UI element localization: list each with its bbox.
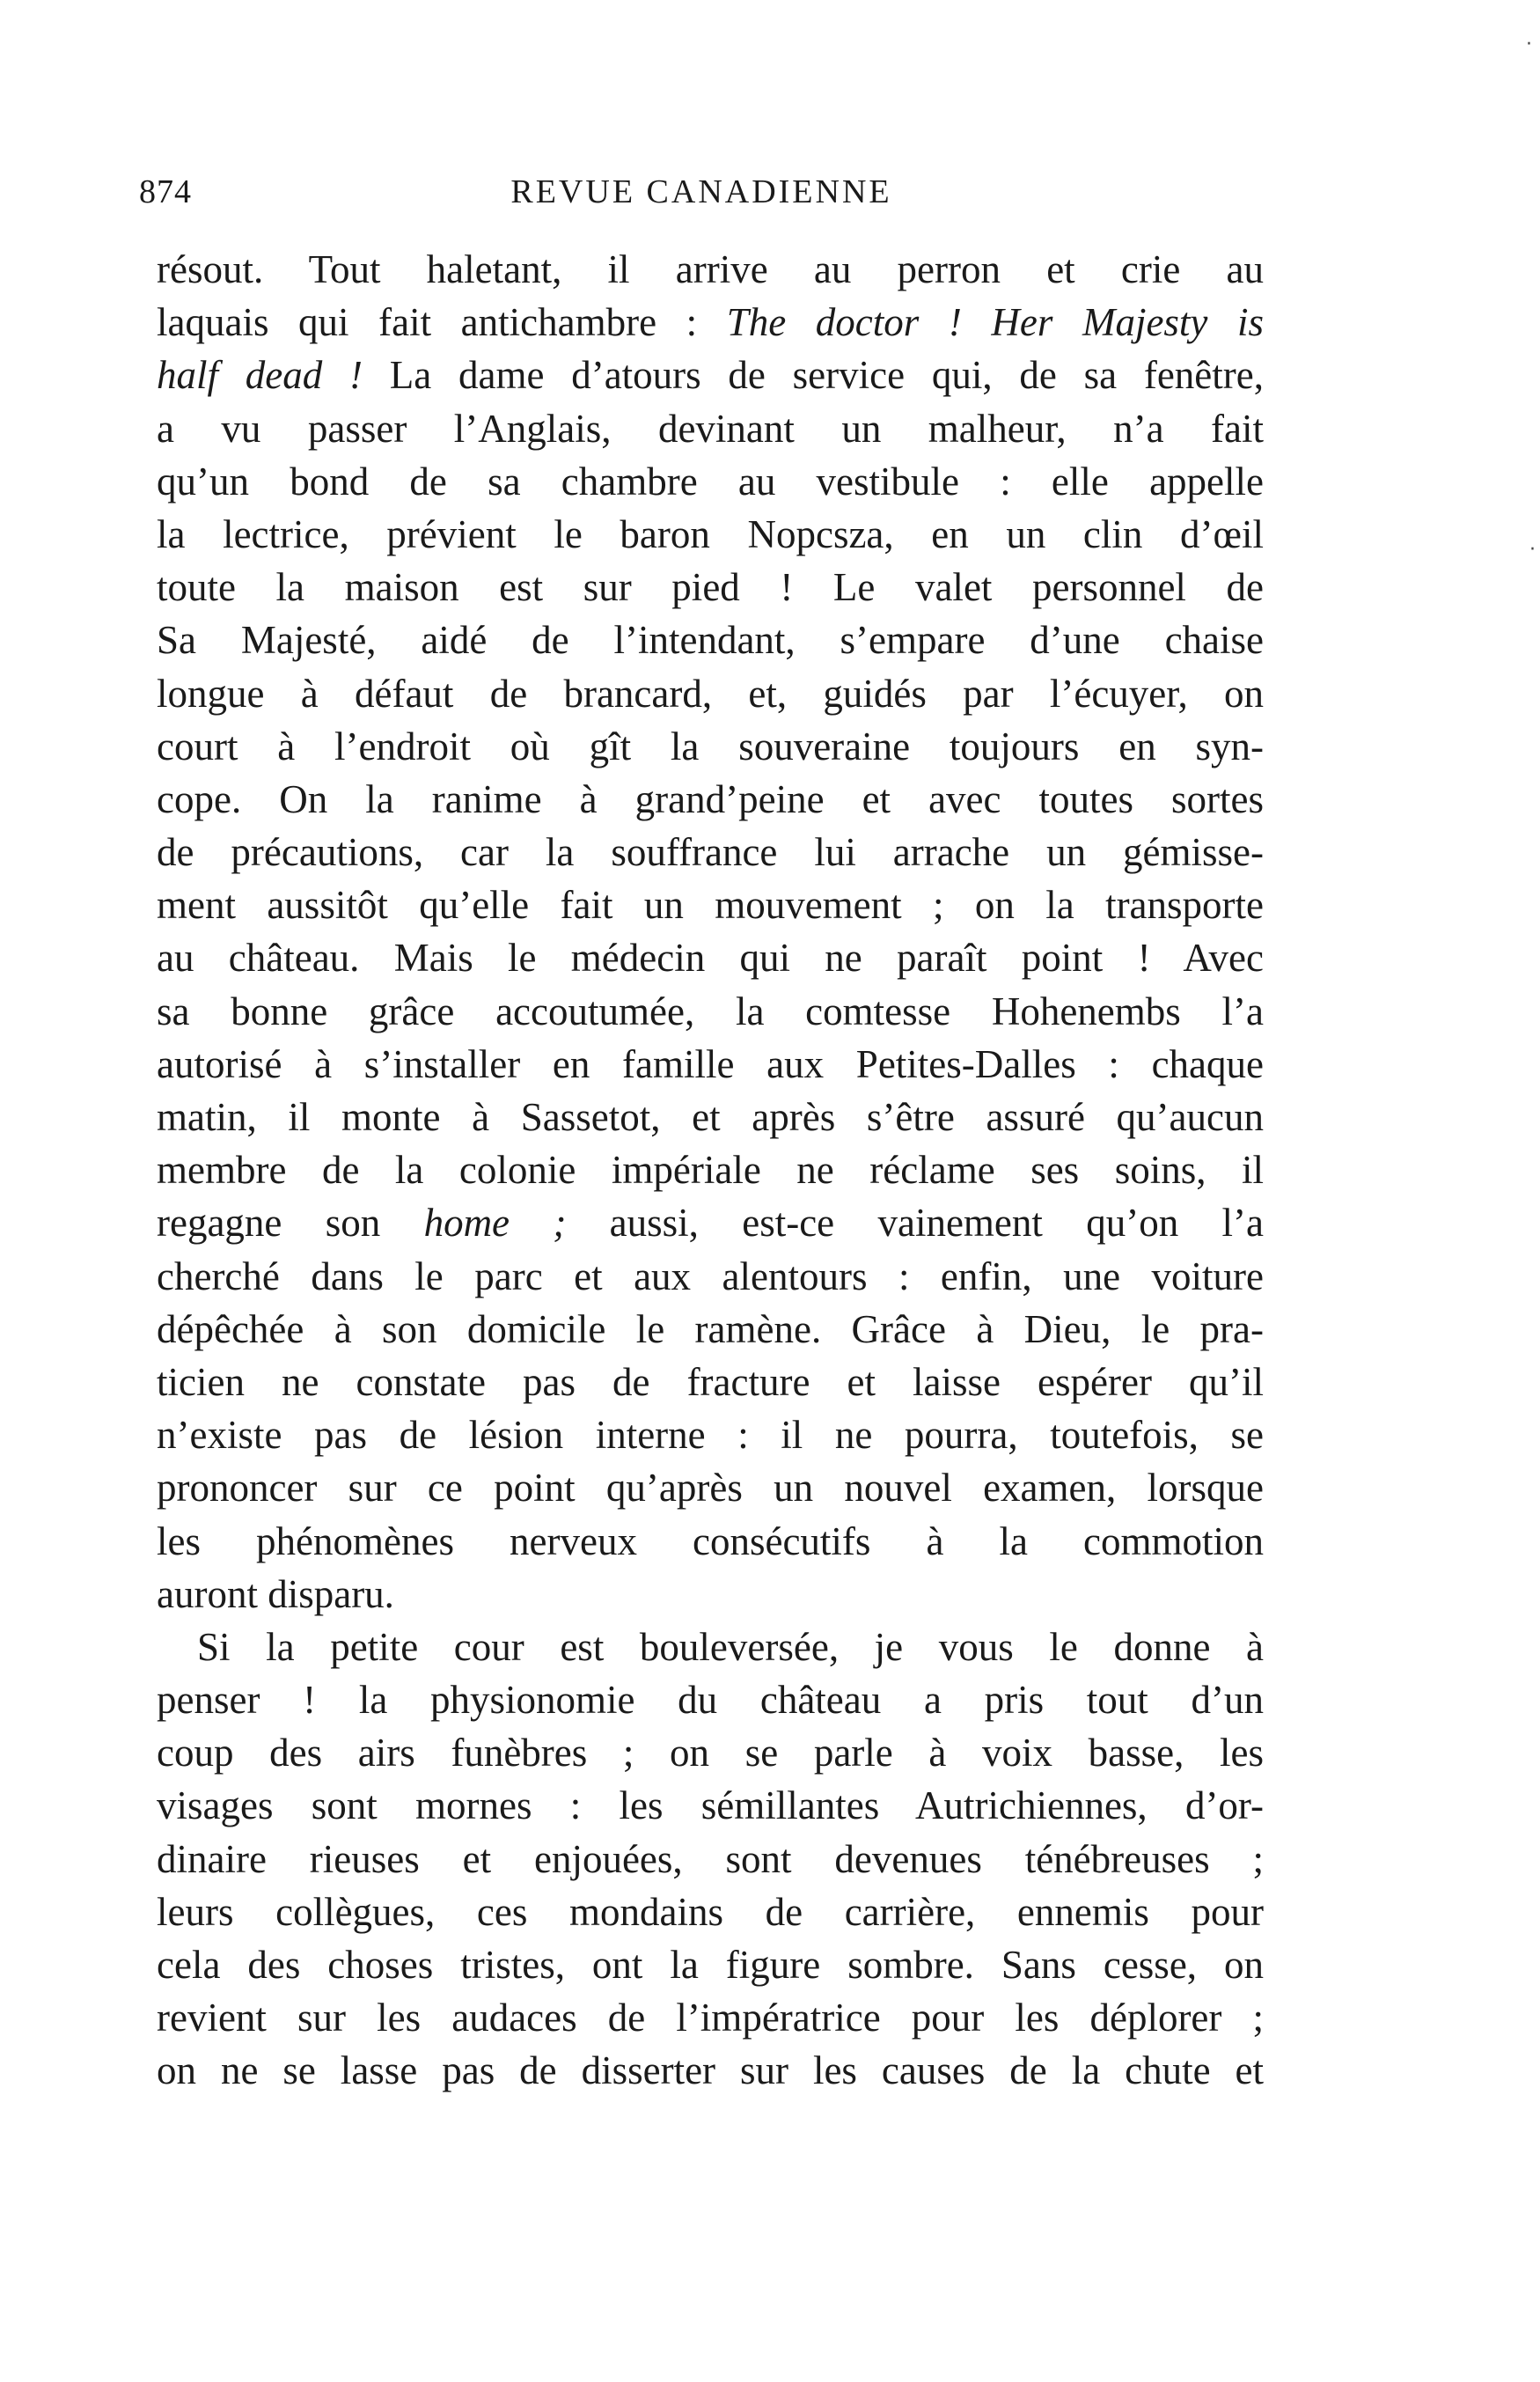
text-line: membre de la colonie impériale ne réclame ses soins, il: [157, 1148, 1264, 1193]
text-line: longue à défaut de brancard, et, guidés par l’écuyer, on: [157, 671, 1264, 716]
text-line: penser ! la physionomie du château a pris tout d’un: [157, 1678, 1264, 1723]
text-line: prononcer sur ce point qu’après un nouvel examen, lorsque: [157, 1466, 1264, 1511]
text-line: Si la petite cour est bouleversée, je vous le donne à: [197, 1624, 1264, 1669]
text-line: au château. Mais le médecin qui ne paraît point ! Avec: [157, 936, 1264, 981]
text-line: la lectrice, prévient le baron Nopcsza, en un clin d’œil: [157, 511, 1264, 556]
text-line: les phénomènes nerveux consécutifs à la commotion: [157, 1518, 1264, 1563]
text-line: de précautions, car la souffrance lui arrache un gémisse-: [157, 830, 1264, 875]
text-line: Sa Majesté, aidé de l’intendant, s’empare d’une chaise: [157, 618, 1264, 663]
scan-edge-mark: ·: [1529, 539, 1536, 561]
text-line: cherché dans le parc et aux alentours : enfin, une voiture: [157, 1253, 1264, 1298]
text-line: visages sont mornes : les sémillantes Autrichiennes, d’or-: [157, 1783, 1264, 1828]
text-line: sa bonne grâce accoutumée, la comtesse Hohenembs l’a: [157, 989, 1264, 1033]
body-text: [157, 243, 1264, 2098]
text-line: matin, il monte à Sassetot, et après s’être assuré qu’aucun: [157, 1095, 1264, 1139]
text-line: dinaire rieuses et enjouées, sont devenues ténébreuses ;: [157, 1836, 1264, 1881]
text-line: coup des airs funèbres ; on se parle à voix basse, les: [157, 1731, 1264, 1775]
text-line: a vu passer l’Anglais, devinant un malheur, n’a fait: [157, 406, 1264, 451]
italic-phrase: The doctor ! Her Majesty is: [726, 300, 1264, 345]
text-line: dépêchée à son domicile le ramène. Grâce à Dieu, le pra-: [157, 1306, 1264, 1351]
running-head: [139, 173, 1264, 217]
text-line: qu’un bond de sa chambre au vestibule : elle appelle: [157, 459, 1264, 504]
italic-phrase: home ;: [423, 1201, 567, 1246]
page-number: 874: [139, 173, 192, 210]
text-line: cela des choses tristes, ont la figure sombre. Sans cesse, on: [157, 1943, 1264, 1987]
text-line: on ne se lasse pas de disserter sur les causes de la chute et: [157, 2048, 1264, 2093]
text-line: cope. On la ranime à grand’peine et avec toutes sortes: [157, 776, 1264, 821]
italic-phrase: half dead !: [157, 353, 363, 398]
text-line: n’existe pas de lésion interne : il ne pourra, toutefois, se: [157, 1413, 1264, 1458]
text-line: ment aussitôt qu’elle fait un mouvement ; on la transporte: [157, 883, 1264, 928]
text-line: regagne son home ; aussi, est-ce vainement qu’on l’a: [157, 1201, 1264, 1246]
text-line: court à l’endroit où gît la souveraine toujours en syn-: [157, 724, 1264, 768]
text-line: half dead ! La dame d’atours de service qui, de sa fenêtre,: [157, 353, 1264, 398]
text-line: ticien ne constate pas de fracture et laisse espérer qu’il: [157, 1359, 1264, 1404]
scan-edge-mark: ·: [1526, 33, 1532, 55]
text-line: résout. Tout haletant, il arrive au perron et crie au: [157, 247, 1264, 291]
text-line: revient sur les audaces de l’impératrice pour les déplorer ;: [157, 1996, 1264, 2040]
text-line: leurs collègues, ces mondains de carrière, ennemis pour: [157, 1889, 1264, 1934]
text-line: laquais qui fait antichambre : The doctor ! Her Majesty is: [157, 300, 1264, 345]
text-line: autorisé à s’installer en famille aux Petites-Dalles : chaque: [157, 1041, 1264, 1086]
text-line: auront disparu.: [157, 1571, 394, 1616]
text-line: toute la maison est sur pied ! Le valet personnel de: [157, 565, 1264, 610]
journal-title: REVUE CANADIENNE: [510, 173, 892, 210]
